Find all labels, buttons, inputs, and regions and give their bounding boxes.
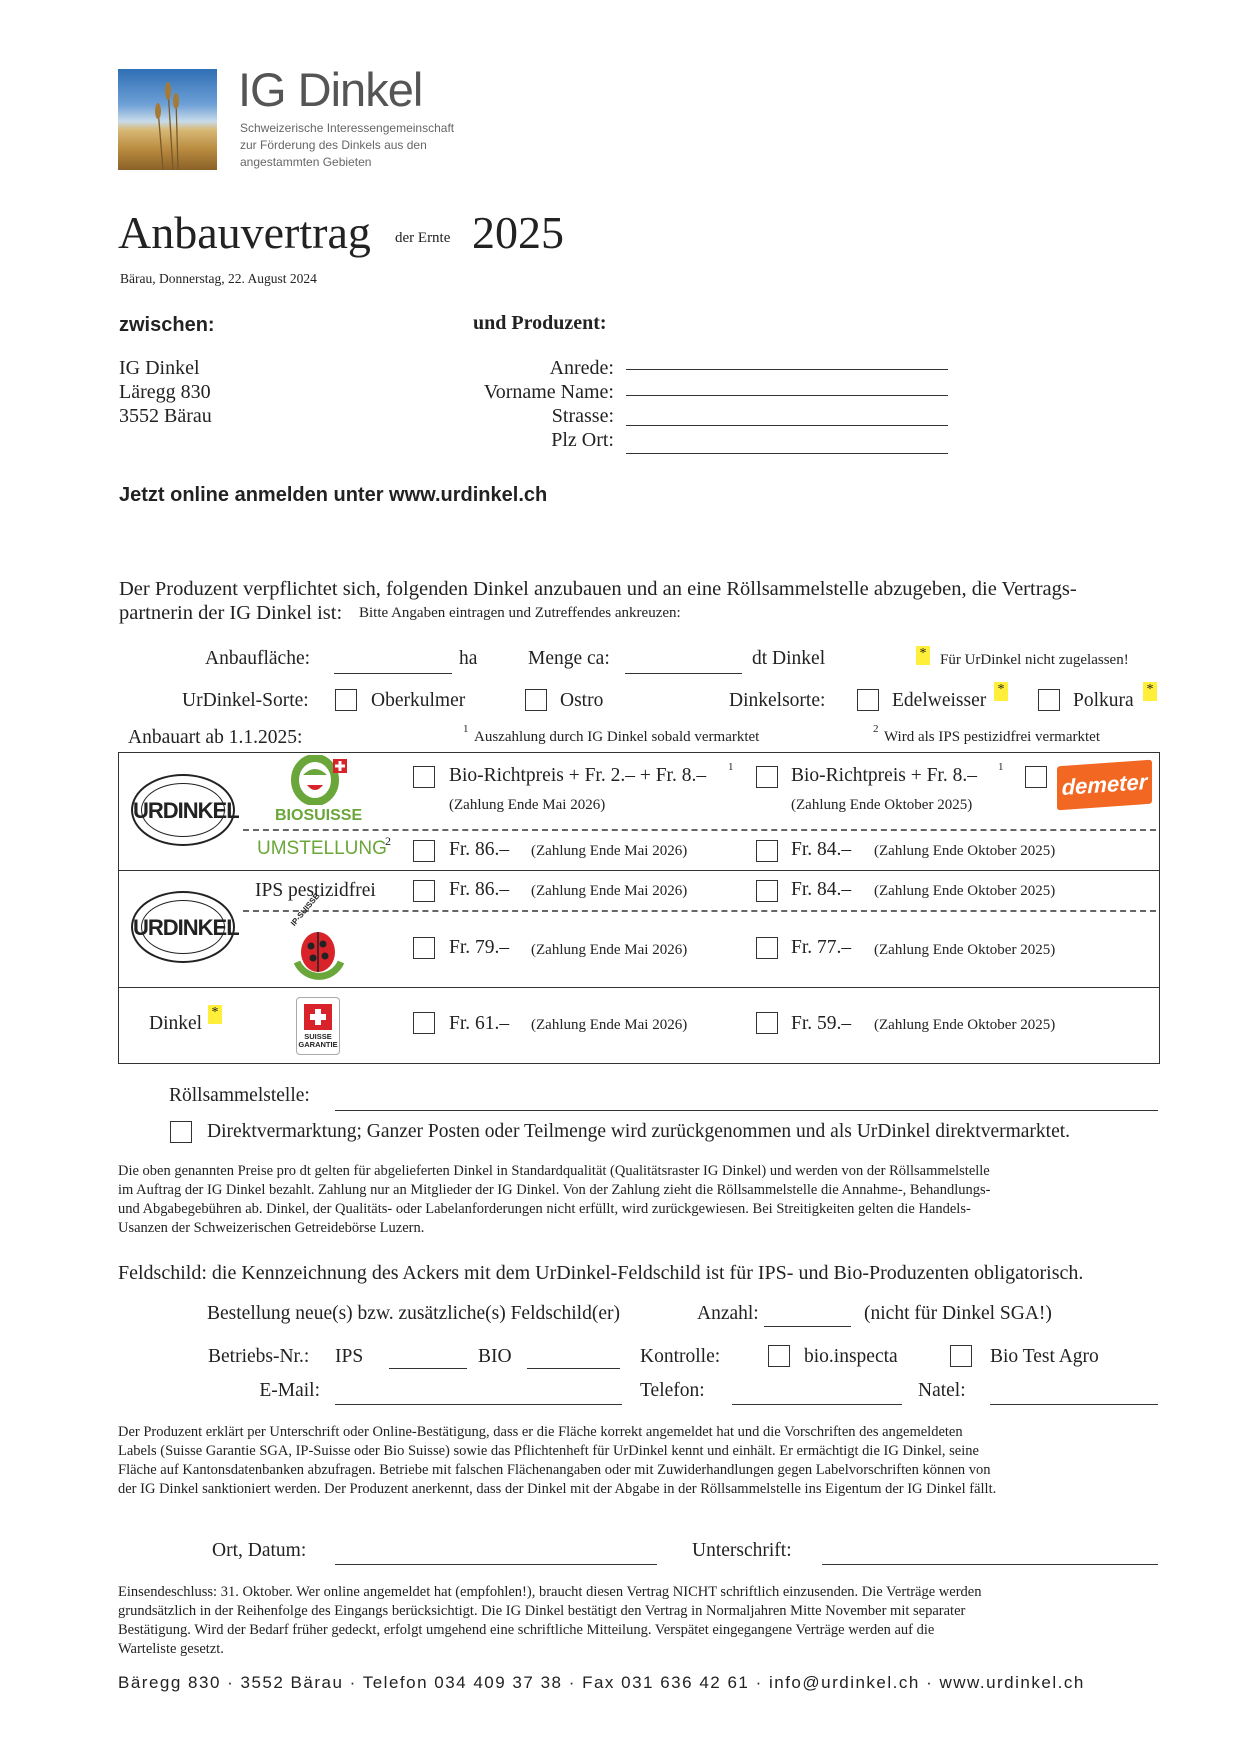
- ips-a-checkbox[interactable]: [413, 937, 435, 959]
- deadline-2: grundsätzlich in der Reihenfolge des Eingangs berücksichtigt. Die IG Dinkel bestätigt den Vertrag in Normaljahren Mitte November mit separater: [118, 1603, 966, 1619]
- collection-field[interactable]: [335, 1110, 1158, 1111]
- org-tagline-1: Schweizerische Interessengemeinschaft: [240, 121, 455, 135]
- ips-b-note: (Zahlung Ende Oktober 2025): [874, 942, 1056, 958]
- area-unit: ha: [459, 648, 478, 669]
- urdinkel-logo: URDINKEL: [131, 891, 235, 963]
- ips-pf-a-checkbox[interactable]: [413, 880, 435, 902]
- title-sub: der Ernte: [395, 230, 451, 246]
- bio-inspecta-label: bio.inspecta: [804, 1346, 898, 1367]
- umstellung-b-price: Fr. 84.–: [791, 839, 852, 860]
- deadline-1: Einsendeschluss: 31. Oktober. Wer online angemeldet hat (empfohlen!), braucht diesen Vertrag NICHT schriftlich einzusenden. Die Verträge werden: [118, 1584, 982, 1600]
- betrieb-label: Betriebs-Nr.:: [208, 1346, 310, 1367]
- between-label: zwischen:: [119, 314, 215, 336]
- ips-a-note: (Zahlung Ende Mai 2026): [531, 942, 688, 958]
- street-label: Strasse:: [551, 405, 614, 427]
- demeter-logo: demeter: [1057, 760, 1152, 811]
- bio-suisse-logo: BIOSUISSE: [275, 755, 365, 825]
- umstellung-a-note: (Zahlung Ende Mai 2026): [531, 843, 688, 859]
- telefon-field[interactable]: [732, 1404, 902, 1405]
- bio-inspecta-checkbox[interactable]: [768, 1345, 790, 1367]
- field-sign-text: Feldschild: die Kennzeichnung des Ackers mit dem UrDinkel-Feldschild ist für IPS- und Bio-Produzenten obligatorisch.: [118, 1262, 1084, 1284]
- field-sign-note: (nicht für Dinkel SGA!): [864, 1303, 1052, 1324]
- signature-field[interactable]: [822, 1564, 1158, 1565]
- field-sign-count-field[interactable]: [764, 1326, 851, 1327]
- dinkel-b-checkbox[interactable]: [756, 1012, 778, 1034]
- declaration-2: Labels (Suisse Garantie SGA, IP-Suisse oder Bio Suisse) sowie das Pflichtenheft für UrDinkel kennt und einhält. Er ermächtigt die IG Dinkel, seine: [118, 1443, 979, 1459]
- page-title: Anbauvertrag: [118, 207, 371, 258]
- org-tagline-2: zur Förderung des Dinkels aus den: [240, 138, 427, 152]
- ostro-label: Ostro: [560, 690, 604, 711]
- ips-pf-b-note: (Zahlung Ende Oktober 2025): [874, 883, 1056, 899]
- ips-pf-a-note: (Zahlung Ende Mai 2026): [531, 883, 688, 899]
- bio-option-a-sup: 1: [728, 761, 734, 773]
- header-photo: [118, 69, 217, 170]
- dinkel-a-note: (Zahlung Ende Mai 2026): [531, 1017, 688, 1033]
- declaration-3: Fläche auf Kantonsdatenbanken abzufragen. Betriebe mit falschen Flächenangaben oder mit Zuwiderhandlungen gegen Labelvorschriften können von: [118, 1462, 991, 1478]
- ips-pf-a-price: Fr. 86.–: [449, 879, 510, 900]
- star-note: Für UrDinkel nicht zugelassen!: [940, 652, 1129, 668]
- declaration-1: Der Produzent erklärt per Unterschrift oder Online-Bestätigung, dass er die Fläche korrekt angemeldet hat und die Vorschriften des angemeldeten: [118, 1424, 963, 1440]
- demeter-checkbox[interactable]: [1025, 766, 1047, 788]
- natel-field[interactable]: [990, 1404, 1158, 1405]
- ips-pf-b-price: Fr. 84.–: [791, 879, 852, 900]
- org-address-line-1: IG Dinkel: [119, 357, 200, 379]
- ips-id-label: IPS: [335, 1346, 364, 1367]
- bio-option-b-note: (Zahlung Ende Oktober 2025): [791, 797, 973, 813]
- anbauart-label: Anbauart ab 1.1.2025:: [128, 727, 303, 748]
- place-date-label: Ort, Datum:: [212, 1540, 307, 1561]
- umstellung-b-note: (Zahlung Ende Oktober 2025): [874, 843, 1056, 859]
- dinkel-b-note: (Zahlung Ende Oktober 2025): [874, 1017, 1056, 1033]
- declaration-4: der IG Dinkel sanktioniert werden. Der Produzent anerkennt, dass der Dinkel mit der Abgabe in der Röllsammelstelle ins Eigentum der IG Dinkel fällt.: [118, 1481, 997, 1497]
- bio-test-agro-label: Bio Test Agro: [990, 1346, 1099, 1367]
- star-marker: *: [1143, 682, 1157, 701]
- intro-text-1: Der Produzent verpflichtet sich, folgenden Dinkel anzubauen und an eine Röllsammelstelle abzugeben, die Vertrags-: [119, 578, 1077, 600]
- dinkel-a-price: Fr. 61.–: [449, 1013, 510, 1034]
- online-link[interactable]: Jetzt online anmelden unter www.urdinkel.ch: [119, 484, 548, 506]
- dinkel-variety-label: Dinkelsorte:: [729, 690, 826, 711]
- oberkulmer-label: Oberkulmer: [371, 690, 466, 711]
- bio-id-label: BIO: [478, 1346, 512, 1367]
- prices-text-3: und Abgabegebühren ab. Dinkel, der Qualitäts- oder Labelanforderungen nicht erfüllt, wird zurückgewiesen. Bei Streitigkeiten gelten die Handels-: [118, 1201, 971, 1217]
- umstellung-a-checkbox[interactable]: [413, 840, 435, 862]
- telefon-label: Telefon:: [640, 1380, 705, 1401]
- prices-text-4: Usanzen der Schweizerischen Getreidebörse Luzern.: [118, 1220, 425, 1236]
- table-dashed-divider: [243, 829, 1156, 831]
- polkura-label: Polkura: [1073, 690, 1134, 711]
- direct-marketing-label: Direktvermarktung; Ganzer Posten oder Teilmenge wird zurückgenommen und als UrDinkel direktvermarktet.: [207, 1121, 1071, 1142]
- bio-test-agro-checkbox[interactable]: [950, 1345, 972, 1367]
- kontrolle-label: Kontrolle:: [640, 1346, 721, 1367]
- anrede-field[interactable]: [626, 369, 948, 370]
- umstellung-a-price: Fr. 86.–: [449, 839, 510, 860]
- bio-option-a-checkbox[interactable]: [413, 766, 435, 788]
- producer-label: und Produzent:: [473, 312, 607, 334]
- title-year: 2025: [472, 207, 564, 258]
- date-line: Bärau, Donnerstag, 22. August 2024: [120, 271, 317, 286]
- footer-contact: Bäregg 830 · 3552 Bärau · Telefon 034 409 37 38 · Fax 031 636 42 61 · info@urdinkel.ch · www.urdinkel.ch: [118, 1673, 1085, 1692]
- ips-pf-label: IPS pestizidfrei: [255, 880, 376, 901]
- qty-label: Menge ca:: [528, 648, 610, 669]
- intro-text-small: Bitte Angaben eintragen und Zutreffendes ankreuzen:: [359, 605, 681, 621]
- umstellung-label: UMSTELLUNG: [257, 838, 387, 859]
- email-field[interactable]: [335, 1404, 622, 1405]
- dinkel-label: Dinkel: [149, 1013, 203, 1034]
- prices-text-1: Die oben genannten Preise pro dt gelten für abgelieferten Dinkel in Standardqualität (Qualitätsraster IG Dinkel) und werden von der Röllsammelstelle: [118, 1163, 990, 1179]
- name-label: Vorname Name:: [483, 381, 614, 403]
- umstellung-sup: 2: [385, 834, 391, 848]
- oberkulmer-checkbox[interactable]: [335, 689, 357, 711]
- edelweisser-label: Edelweisser: [892, 690, 987, 711]
- footnote-1-sup: 1: [463, 723, 469, 735]
- star-marker: *: [916, 646, 930, 665]
- anrede-label: Anrede:: [549, 357, 614, 379]
- org-address-line-2: Läregg 830: [119, 381, 211, 403]
- org-name: IG Dinkel: [238, 63, 423, 116]
- polkura-checkbox[interactable]: [1038, 689, 1060, 711]
- footnote-2-sup: 2: [873, 723, 879, 735]
- ips-id-field[interactable]: [389, 1368, 467, 1369]
- star-marker: *: [994, 682, 1008, 701]
- org-address-line-3: 3552 Bärau: [119, 405, 212, 427]
- deadline-3: Bestätigung. Wird der Bedarf früher gedeckt, erfolgt umgehend eine schriftliche Mitteilung. Verspätet eingegangene Verträge werden auf die: [118, 1622, 935, 1638]
- star-marker: *: [208, 1005, 222, 1024]
- city-label: Plz Ort:: [551, 429, 614, 451]
- urdinkel-variety-label: UrDinkel-Sorte:: [182, 690, 309, 711]
- qty-unit: dt Dinkel: [752, 648, 826, 669]
- collection-label: Röllsammelstelle:: [169, 1085, 310, 1106]
- ips-b-checkbox[interactable]: [756, 937, 778, 959]
- dinkel-b-price: Fr. 59.–: [791, 1013, 852, 1034]
- street-field[interactable]: [626, 425, 948, 426]
- table-dashed-divider: [243, 910, 1156, 912]
- ips-b-price: Fr. 77.–: [791, 937, 852, 958]
- intro-text-2: partnerin der IG Dinkel ist:: [119, 602, 343, 624]
- bio-option-b-sup: 1: [998, 761, 1004, 773]
- edelweisser-checkbox[interactable]: [857, 689, 879, 711]
- bio-option-a-note: (Zahlung Ende Mai 2026): [449, 797, 606, 813]
- suisse-garantie-logo: SUISSE GARANTIE: [296, 997, 340, 1055]
- ip-suisse-logo: IP-SUISSE: [285, 918, 351, 984]
- bio-option-a-label: Bio-Richtpreis + Fr. 2.– + Fr. 8.–: [449, 765, 707, 786]
- bio-option-b-label: Bio-Richtpreis + Fr. 8.–: [791, 765, 977, 786]
- signature-label: Unterschrift:: [692, 1540, 792, 1561]
- dinkel-a-checkbox[interactable]: [413, 1012, 435, 1034]
- umstellung-b-checkbox[interactable]: [756, 840, 778, 862]
- field-sign-order: Bestellung neue(s) bzw. zusätzliche(s) Feldschild(er): [207, 1303, 620, 1324]
- ips-pf-b-checkbox[interactable]: [756, 880, 778, 902]
- urdinkel-logo: URDINKEL: [131, 774, 235, 846]
- ostro-checkbox[interactable]: [525, 689, 547, 711]
- name-field[interactable]: [626, 395, 948, 396]
- natel-label: Natel:: [918, 1380, 966, 1401]
- org-tagline-3: angestammten Gebieten: [240, 155, 372, 169]
- footnote-1: Auszahlung durch IG Dinkel sobald vermarktet: [474, 729, 760, 745]
- place-date-field[interactable]: [335, 1564, 657, 1565]
- direct-marketing-checkbox[interactable]: [170, 1121, 192, 1143]
- email-label: E-Mail:: [259, 1380, 320, 1401]
- deadline-4: Warteliste gesetzt.: [118, 1641, 224, 1657]
- area-field[interactable]: [334, 673, 452, 674]
- bio-option-b-checkbox[interactable]: [756, 766, 778, 788]
- city-field[interactable]: [626, 453, 948, 454]
- table-divider: [118, 987, 1160, 988]
- ips-a-price: Fr. 79.–: [449, 937, 510, 958]
- qty-field[interactable]: [625, 673, 742, 674]
- area-label: Anbaufläche:: [205, 648, 311, 669]
- prices-text-2: im Auftrag der IG Dinkel bezahlt. Zahlung nur an Mitglieder der IG Dinkel. Von der Zahlung zieht die Röllsammelstelle die Annahme-, Behandlungs-: [118, 1182, 991, 1198]
- field-sign-count-label: Anzahl:: [697, 1303, 759, 1324]
- footnote-2: Wird als IPS pestizidfrei vermarktet: [884, 729, 1100, 745]
- bio-id-field[interactable]: [527, 1368, 620, 1369]
- table-divider: [118, 870, 1160, 871]
